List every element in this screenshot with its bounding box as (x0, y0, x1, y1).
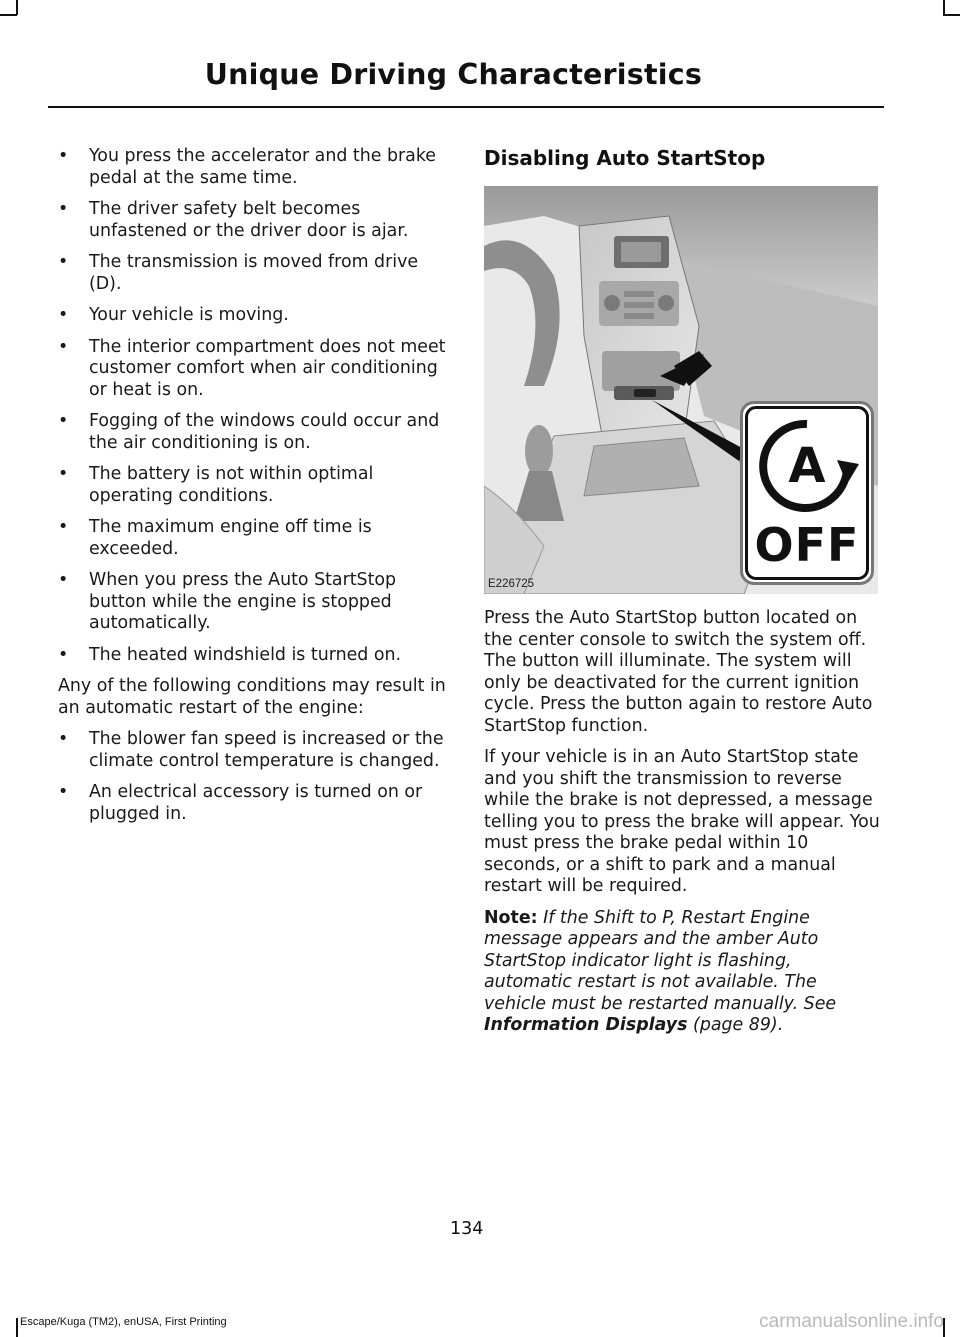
list-item: • When you press the Auto StartStop button while the engine is stopped automatically. (58, 570, 397, 633)
crop-mark (943, 14, 960, 16)
crop-mark (943, 0, 945, 15)
header-rule (48, 106, 884, 108)
note-label: Note: (484, 907, 538, 928)
list-item: • Your vehicle is moving. (58, 305, 289, 325)
list-item: • The interior compartment does not meet customer comfort when air conditioning or heat is on. (58, 336, 446, 400)
instruction-paragraph: Press the Auto StartStop button located on the center console to switch the system off. The button will illuminate. The system will only be deactivated for the current ignition cycle. Press the button again to restore Auto StartStop function. (484, 608, 873, 736)
list-item: • The heated windshield is turned on. (58, 644, 402, 665)
page-number: 134 (450, 1219, 484, 1239)
edition-text: Escape/Kuga (TM2), enUSA, First Printing (20, 1316, 227, 1328)
note-paragraph (484, 908, 880, 1037)
list-item: • The transmission is moved from drive (D). (58, 252, 419, 294)
crop-mark (16, 0, 18, 15)
bullet-list-restart-conditions (58, 729, 450, 825)
restart-intro-paragraph: Any of the following conditions may result in an automatic restart of the engine: (58, 676, 446, 718)
page-reference: (page 89). (693, 1015, 784, 1035)
crop-mark (0, 14, 17, 16)
list-item: • The maximum engine off time is exceeded. (58, 517, 372, 559)
bullet-list-stop-conditions (58, 146, 450, 666)
section-heading: Disabling Auto StartStop (484, 146, 766, 170)
reverse-shift-paragraph: If your vehicle is in an Auto StartStop state and you shift the transmission to reverse while the brake is not depressed, a message telling you to press the brake will appear. You must press the brake pedal within 10 seconds, or a shift to park and a manual restart will be required. (484, 747, 880, 896)
right-column (484, 146, 880, 1047)
figure-code: E226725 (488, 578, 535, 590)
list-item: • An electrical accessory is turned on or plugged in. (58, 782, 423, 824)
list-item: • You press the accelerator and the brake pedal at the same time. (58, 146, 436, 188)
icon-letter: A (788, 438, 826, 494)
left-column (58, 146, 450, 835)
page-title: Unique Driving Characteristics (204, 58, 702, 91)
note-text: If the Shift to P, Restart Engine message appears and the amber Auto StartStop indicator light is flashing, automatic restart is not available. The vehicle must be restarted manually. See (484, 907, 837, 1014)
auto-startstop-off-icon (740, 401, 874, 585)
icon-off-text: OFF (754, 518, 860, 572)
list-item: • The driver safety belt becomes unfastened or the driver door is ajar. (58, 199, 409, 241)
list-item: • The blower fan speed is increased or the climate control temperature is changed. (58, 729, 444, 771)
watermark: carmanualsonline.info (759, 1311, 944, 1332)
list-item: • The battery is not within optimal operating conditions. (58, 464, 374, 506)
console-illustration (484, 186, 878, 594)
crop-mark (16, 1318, 18, 1337)
list-item: • Fogging of the windows could occur and the air conditioning is on. (58, 411, 440, 453)
cross-reference-link[interactable]: Information Displays (484, 1015, 688, 1035)
